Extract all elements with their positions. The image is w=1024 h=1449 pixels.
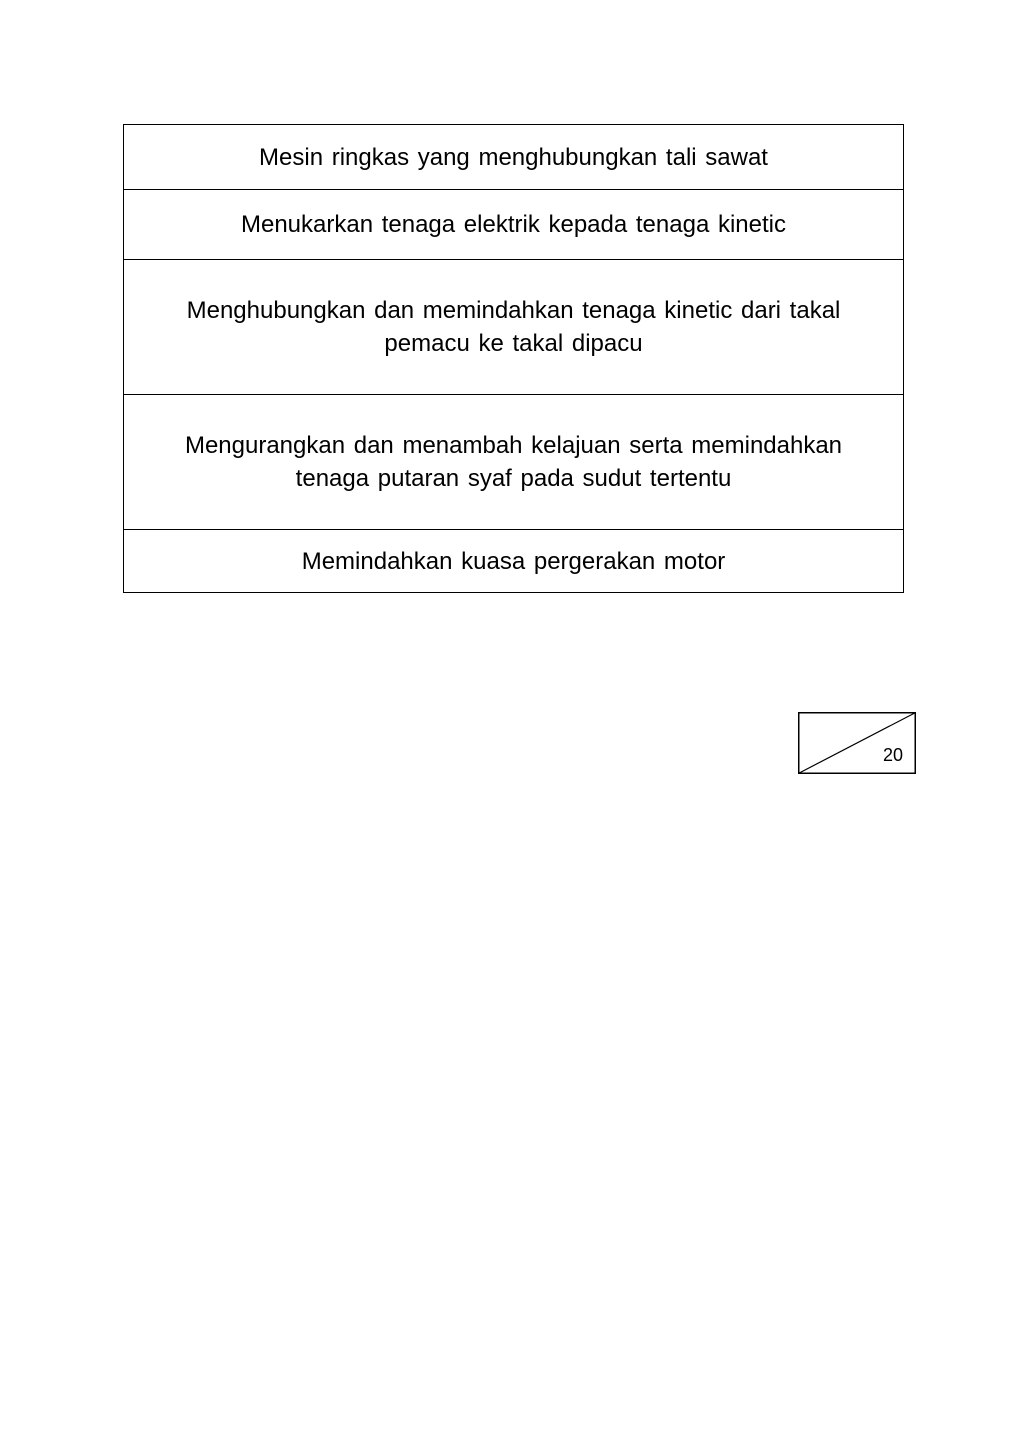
answer-cell: Mesin ringkas yang menghubungkan tali sawat: [124, 125, 904, 190]
answer-cell: Menghubungkan dan memindahkan tenaga kinetic dari takal pemacu ke takal dipacu: [124, 260, 904, 395]
table-row: [124, 530, 904, 593]
answer-cell: Mengurangkan dan menambah kelajuan serta memindahkan tenaga putaran syaf pada sudut tertentu: [124, 395, 904, 530]
score-total: 20: [882, 745, 903, 765]
table-row: [124, 395, 904, 530]
table-row: [124, 190, 904, 260]
score-box: [798, 712, 916, 774]
answer-cell: Memindahkan kuasa pergerakan motor: [124, 530, 904, 593]
table-row: [124, 260, 904, 395]
table-row: [124, 125, 904, 190]
answer-cell: Menukarkan tenaga elektrik kepada tenaga kinetic: [124, 190, 904, 260]
answer-table: [123, 124, 904, 593]
